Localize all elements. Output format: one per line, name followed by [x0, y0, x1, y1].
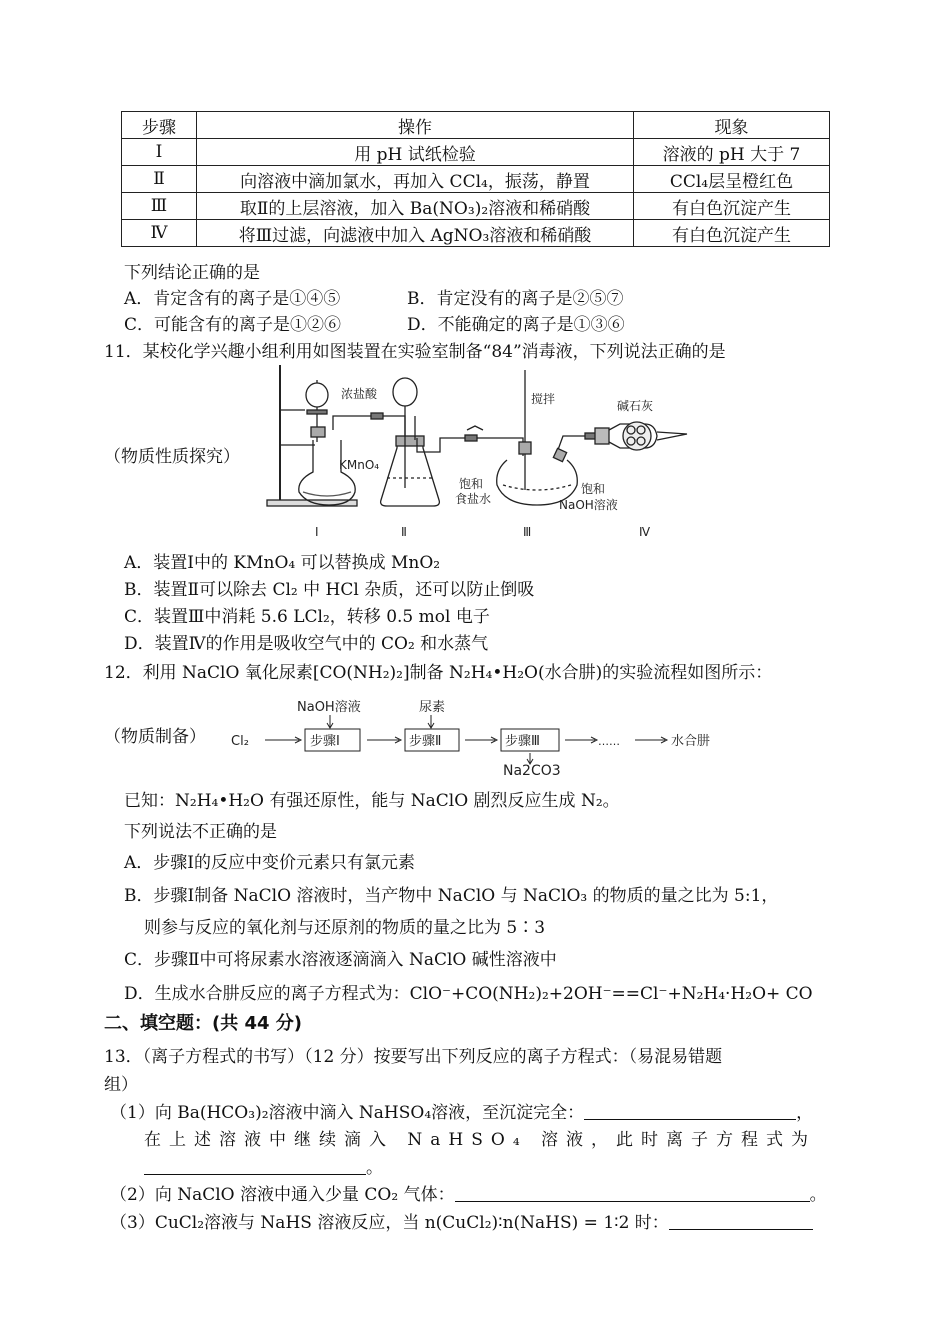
table-cell-op: 用 pH 试纸检验	[197, 139, 634, 166]
roman-4: Ⅳ	[639, 525, 651, 539]
q12-option-c: C．步骤Ⅱ中可将尿素水溶液逐滴滴入 NaClO 碱性溶液中	[124, 950, 557, 970]
table-cell-step: Ⅱ	[122, 166, 197, 193]
section-heading: 二、填空题：(共 44 分)	[104, 1013, 303, 1034]
table-header: 操作	[197, 112, 634, 139]
q11-stem: 11．某校化学兴趣小组利用如图装置在实验室制备“84”消毒液，下列说法正确的是	[104, 342, 726, 362]
table-row	[122, 193, 830, 220]
flow-start: Cl₂	[231, 734, 249, 749]
label-salt: 食盐水	[455, 492, 492, 506]
period: 。	[809, 1185, 827, 1205]
flow-naoh: NaOH溶液	[297, 700, 361, 715]
table-cell-step: Ⅰ	[122, 139, 197, 166]
q10-option-a: A．肯定含有的离子是①④⑤	[124, 289, 341, 309]
answer-blank[interactable]	[144, 1158, 366, 1175]
flow-dots: ……	[598, 735, 620, 748]
table-cell-obs: 溶液的 pH 大于 7	[634, 139, 830, 166]
flow-step3: 步骤Ⅲ	[505, 734, 540, 749]
label-soda: 碱石灰	[617, 399, 654, 413]
flow-step1: 步骤Ⅰ	[310, 734, 340, 749]
table-cell-obs: 有白色沉淀产生	[634, 220, 830, 247]
q13-part1-line2: 在上述溶液中继续滴入 NaHSO₄ 溶液，此时离子方程式为	[144, 1130, 817, 1150]
flow-diagram	[225, 695, 765, 780]
q12-option-d: D．生成水合肼反应的离子方程式为：ClO⁻+CO(NH₂)₂+2OH⁻==Cl⁻+N₂H₄·H₂O+ CO	[124, 984, 813, 1004]
q12-option-a: A．步骤Ⅰ的反应中变价元素只有氯元素	[124, 853, 415, 873]
q13-part1-line3	[144, 1153, 383, 1178]
steps-table	[121, 111, 830, 247]
flow-end: 水合肼	[671, 734, 711, 749]
q10-option-b: B．肯定没有的离子是②⑤⑦	[407, 289, 624, 309]
table-row	[122, 139, 830, 166]
table-cell-step: Ⅳ	[122, 220, 197, 247]
roman-1: Ⅰ	[315, 525, 319, 539]
apparatus-figure	[255, 360, 700, 540]
flow-byproduct: Na2CO3	[503, 763, 561, 779]
q12-stem: 12．利用 NaClO 氧化尿素[CO(NH₂)₂]制备 N₂H₄•H₂O(水合肼)的实验流程如图所示：	[104, 663, 773, 683]
q12-stem2: 下列说法不正确的是	[124, 822, 277, 842]
label-hcl: 浓盐酸	[341, 387, 378, 401]
table-cell-obs: CCl₄层呈橙红色	[634, 166, 830, 193]
table-header: 步骤	[122, 112, 197, 139]
flow-step2: 步骤Ⅱ	[409, 734, 442, 749]
period: 。	[366, 1158, 383, 1178]
label-sat1: 饱和	[459, 477, 484, 491]
table-row	[122, 166, 830, 193]
q10-stem: 下列结论正确的是	[124, 263, 260, 283]
q13-part2-text: （2）向 NaClO 溶液中通入少量 CO₂ 气体：	[110, 1185, 455, 1205]
q12-option-b1: B．步骤Ⅰ制备 NaClO 溶液时，当产物中 NaClO 与 NaClO₃ 的物质的量之比为 5:1，	[124, 886, 779, 906]
table-cell-obs: 有白色沉淀产生	[634, 193, 830, 220]
table-header: 现象	[634, 112, 830, 139]
q12-option-b2: 则参与反应的氧化剂与还原剂的物质的量之比为 5∶3	[144, 918, 546, 938]
flow-urea: 尿素	[419, 700, 446, 715]
table-cell-op: 取Ⅱ的上层溶液，加入 Ba(NO₃)₂溶液和稀硝酸	[197, 193, 634, 220]
roman-3: Ⅲ	[523, 525, 532, 539]
q13-part3	[110, 1208, 813, 1233]
table-cell-op: 将Ⅲ过滤，向滤液中加入 AgNO₃溶液和稀硝酸	[197, 220, 634, 247]
q11-option-b: B．装置Ⅱ可以除去 Cl₂ 中 HCl 杂质，还可以防止倒吸	[124, 580, 535, 600]
answer-blank[interactable]	[584, 1103, 796, 1120]
label-stir: 搅拌	[531, 392, 556, 406]
q12-tag: （物质制备）	[104, 727, 206, 747]
q11-option-d: D．装置Ⅳ的作用是吸收空气中的 CO₂ 和水蒸气	[124, 634, 489, 654]
answer-blank[interactable]	[455, 1185, 810, 1202]
label-kmno4: KMnO₄	[339, 458, 380, 472]
label-sat2: 饱和	[581, 482, 606, 496]
label-naoh: NaOH溶液	[559, 498, 618, 512]
comma: ，	[796, 1103, 814, 1123]
q13-stem-2: 组）	[104, 1075, 138, 1095]
q13-part3-text: （3）CuCl₂溶液与 NaHS 溶液反应，当 n(CuCl₂)∶n(NaHS) = 1∶2 时：	[110, 1213, 669, 1233]
q11-tag: （物质性质探究）	[104, 447, 240, 467]
q13-stem-1: 13．（离子方程式的书写）（12 分）按要写出下列反应的离子方程式：（易混易错题	[104, 1047, 723, 1067]
roman-2: Ⅱ	[401, 525, 407, 539]
q13-part2	[110, 1180, 827, 1205]
q10-option-d: D．不能确定的离子是①③⑥	[407, 315, 625, 335]
table-cell-op: 向溶液中滴加氯水，再加入 CCl₄，振荡，静置	[197, 166, 634, 193]
table-header-row	[122, 112, 830, 139]
q11-option-a: A．装置Ⅰ中的 KMnO₄ 可以替换成 MnO₂	[124, 553, 441, 573]
q13-part1-text: （1）向 Ba(HCO₃)₂溶液中滴入 NaHSO₄溶液，至沉淀完全：	[110, 1103, 585, 1123]
q12-known: 已知：N₂H₄•H₂O 有强还原性，能与 NaClO 剧烈反应生成 N₂。	[124, 791, 620, 811]
q11-option-c: C．装置Ⅲ中消耗 5.6 LCl₂，转移 0.5 mol 电子	[124, 607, 490, 627]
table-cell-step: Ⅲ	[122, 193, 197, 220]
answer-blank[interactable]	[669, 1213, 813, 1230]
table-row	[122, 220, 830, 247]
q13-part1-line1	[110, 1098, 813, 1123]
q10-option-c: C．可能含有的离子是①②⑥	[124, 315, 342, 335]
